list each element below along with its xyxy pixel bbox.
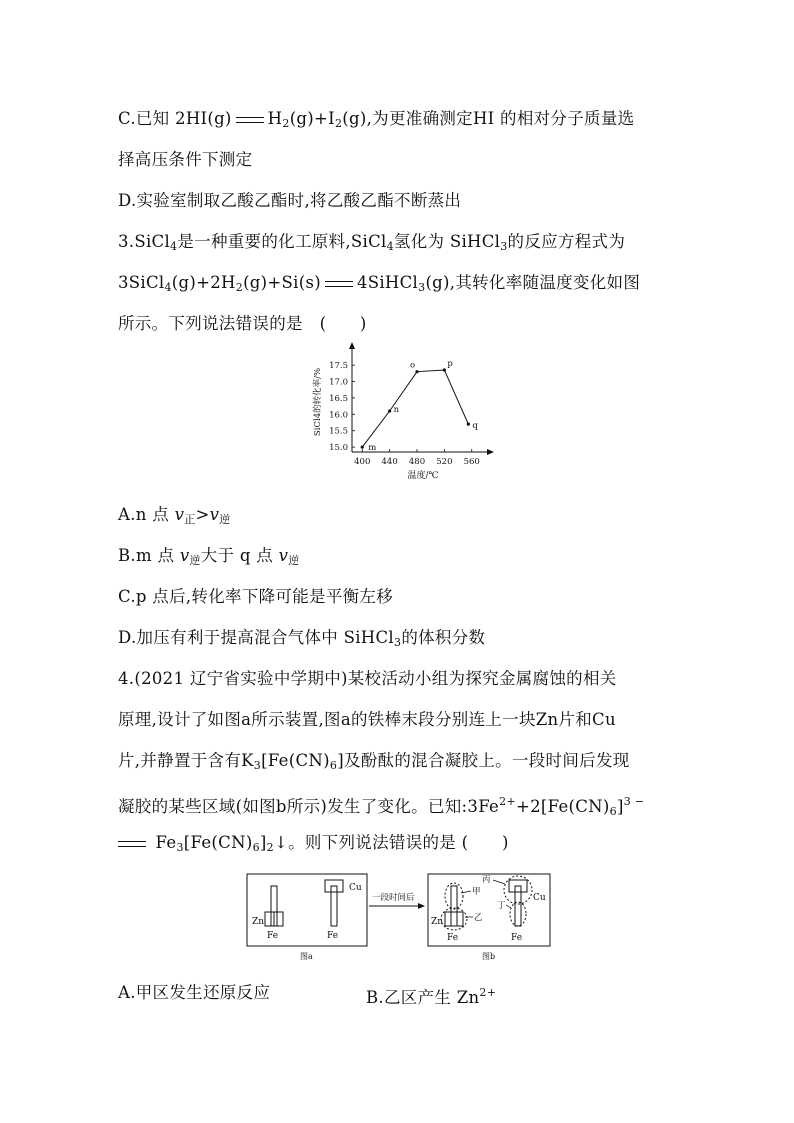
q4-stem-line3: 片,并静置于含有$K_3[Fe(CN)_6]$及酚酞的混合凝胶上。一段时间后发现 (118, 751, 630, 772)
pointer-bing (493, 880, 505, 884)
fe-label-right: Fe (327, 931, 339, 941)
q3-option-a: A.n 点 $v_正>v_逆$ (118, 505, 231, 526)
conversion-chart (300, 340, 500, 490)
x-tick-label: 440 (381, 457, 398, 467)
label-ding: 丁 (497, 901, 506, 911)
data-point-m (361, 445, 364, 448)
q3-stem-line1: 3.SiCl$_4$是一种重要的化工原料,SiCl$_4$氢化为 SiHCl$_3$的反应方程式为 (118, 232, 626, 253)
figure-b-caption: 图b (482, 952, 496, 961)
q4-stem-line4: 凝胶的某些区域(如图b所示)发生了变化。已知$:3Fe^{2+}+2[Fe(CN)_6]^{3 -}$ (118, 795, 645, 818)
zn-plate-b (445, 912, 463, 926)
x-tick-label: 400 (354, 457, 371, 467)
fe-rod-b-left (451, 886, 457, 926)
q4-stem-line5: $Fe_3[Fe(CN)_6]_2↓$。则下列说法错误的是 ( ) (118, 832, 509, 859)
transition-arrowhead (418, 903, 425, 909)
q3-option-d: D.加压有利于提高混合气体中 SiHCl$_3$的体积分数 (118, 628, 486, 649)
q4-stem-line2: 原理,设计了如图a所示装置,图a的铁棒末段分别连上一块Zn片和Cu (118, 710, 616, 729)
x-axis-label: 温度/℃ (407, 471, 439, 481)
point-label-q: q (472, 421, 478, 432)
q3-stem-line3: 所示。下列说法错误的是 ( ) (118, 314, 367, 333)
x-tick-label: 480 (408, 457, 426, 467)
conversion-series-line (362, 370, 468, 447)
point-label-n: n (393, 405, 400, 416)
y-axis-label: SiCl4的转化率/% (313, 367, 323, 437)
data-point-q (467, 423, 470, 426)
cu-label-b: Cu (533, 893, 546, 903)
q3-stem-line2: $3SiCl_4(g)+2H_2(g)+Si(s)$ 4SiHCl$_3$(g),其转化率随温度变化如图 (118, 273, 641, 294)
zn-label: Zn (252, 917, 265, 927)
q3-option-b: B.m 点 $v_逆$大于 q 点 $v_逆$ (118, 546, 300, 567)
point-label-o: o (410, 360, 416, 371)
fe-label-b-left: Fe (447, 933, 459, 943)
y-tick-label: 16.5 (329, 393, 348, 404)
data-point-o (415, 370, 418, 373)
label-bing: 丙 (482, 875, 491, 885)
region-jia-outline (445, 883, 463, 909)
y-tick-label: 16.0 (329, 410, 348, 421)
point-label-m: m (368, 443, 377, 454)
q4-option-a: A.甲区发生还原反应 (118, 983, 271, 1002)
region-ding-outline (510, 902, 526, 926)
reversible-equals-sign (236, 117, 264, 123)
x-axis-arrow (487, 449, 494, 455)
pointer-ding (506, 905, 511, 908)
fe-label-b-right: Fe (511, 933, 523, 943)
y-tick-label: 15.5 (329, 426, 348, 437)
arrow-caption: 一段时间后 (372, 893, 415, 903)
y-tick-label: 17.0 (329, 377, 348, 388)
data-point-p (443, 368, 446, 371)
x-tick-label: 560 (463, 457, 480, 467)
equals-sign (118, 841, 146, 847)
q4-option-b: B.乙区产生 $Zn^{2+}$ (366, 986, 497, 1007)
y-tick-label: 15.0 (329, 443, 348, 454)
data-point-n (388, 409, 391, 412)
y-axis-arrow (349, 342, 355, 349)
x-tick-label: 520 (436, 457, 453, 467)
figure-a-caption: 图a (300, 952, 313, 961)
cu-label: Cu (349, 883, 362, 893)
label-jia: 甲 (472, 887, 481, 897)
q2-option-c-line2: 择高压条件下测定 (118, 150, 253, 169)
q4-stem-line1: 4.(2021 辽宁省实验中学期中)某校活动小组为探究金属腐蚀的相关 (118, 669, 617, 688)
q2-option-c-line1: C.已知 2HI(g) $H_2(g)+I_2(g)$,为更准确测定HI 的相对分子质量选 (118, 109, 635, 130)
q2-option-d: D.实验室制取乙酸乙酯时,将乙酸乙酯不断蒸出 (118, 191, 462, 210)
label-yi: 乙 (474, 913, 483, 923)
y-tick-label: 17.5 (329, 361, 348, 372)
q3-option-c: C.p 点后,转化率下降可能是平衡左移 (118, 587, 394, 606)
point-label-p: p (447, 359, 453, 370)
fe-label-left: Fe (267, 931, 279, 941)
reversible-equals-sign (325, 281, 353, 287)
zn-label-b: Zn (431, 917, 444, 927)
corrosion-figure (245, 870, 555, 964)
